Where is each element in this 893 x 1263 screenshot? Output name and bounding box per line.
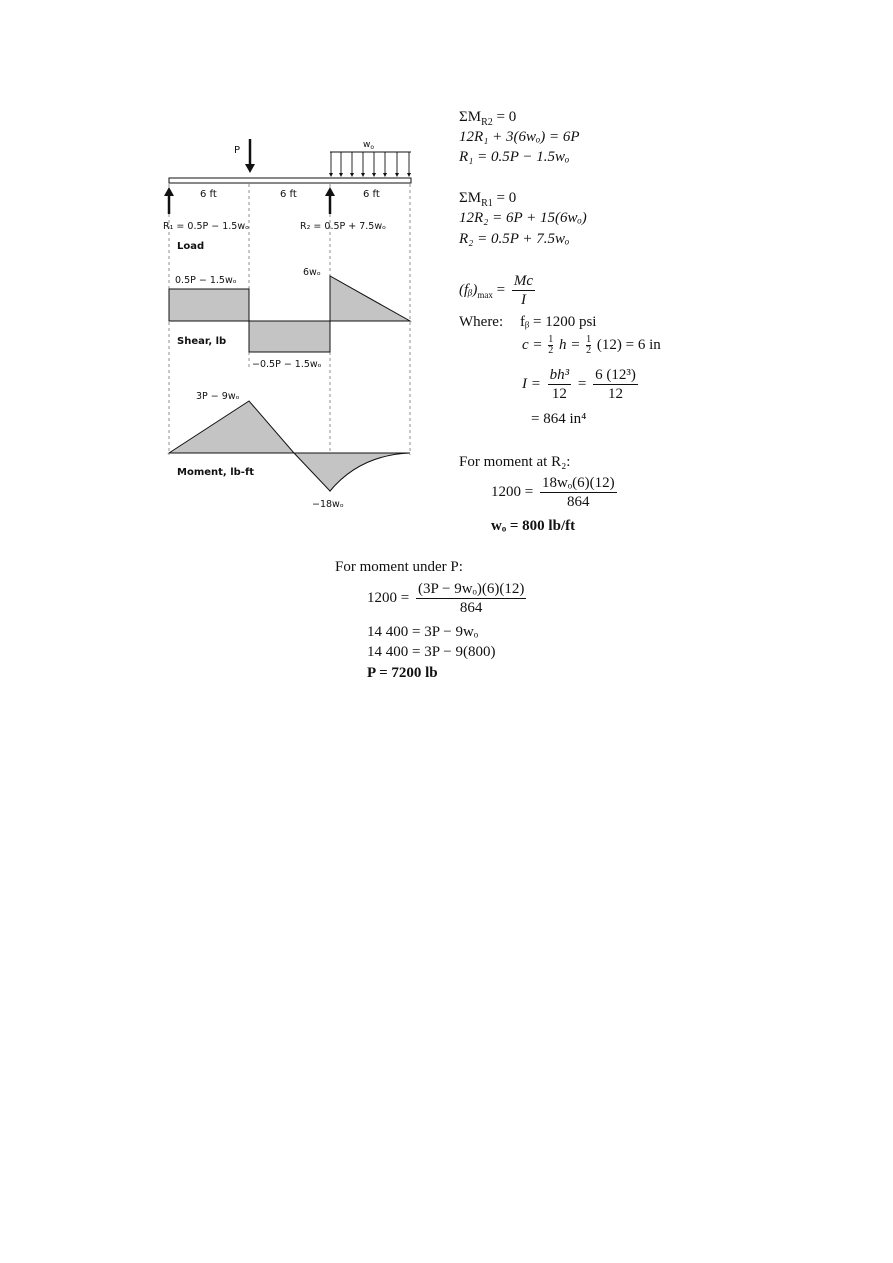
p-result: P = 7200 lb [367,665,438,681]
moment-under-p-equation: 1200 = $\frac{\text{(3P − 9wₒ)(6)(12)}}{864}$ [367,581,525,616]
shear-right-label: 6wₒ [303,267,321,278]
equation-r2-moment: 12R₂ = 6P + 15(6wₒ) [459,210,587,226]
moment-positive-region [169,401,294,453]
moment-negative-region [294,453,410,491]
reaction-2-label: R₂ = 0.5P + 7.5wₒ [300,221,387,232]
sum-moments-r2: $\Sigma M_{R2} = 0$ [459,109,517,128]
shear-positive-block [169,289,249,321]
moment-negative-label: −18wₒ [312,499,344,510]
reaction-arrow-1 [164,187,174,214]
reaction-arrow-2 [325,187,335,214]
distributed-load-label: $w_o$ [363,140,375,151]
equation-r1-result: R₁ = 0.5P − 1.5wₒ [459,149,570,165]
wo-result: wₒ = 800 lb/ft [491,518,576,534]
fb-value: fᵦ = 1200 psi [520,314,597,330]
where-label: Where: [459,314,504,330]
distributed-load-arrowheads [329,173,411,177]
moment-of-inertia-equation: I = $\frac{\text{bh³}}{12}$ = $\frac{\text{6 (12³)}}{12}$ [522,367,636,402]
beam [169,178,411,183]
moment-title: Moment, lb-ft [177,467,255,478]
point-load-arrow [245,139,255,173]
moment-under-p-step2: 14 400 = 3P − 9(800) [367,644,496,660]
span-label-1: 6 ft [200,189,217,200]
equation-r1-moment: 12R₁ + 3(6wₒ) = 6P [459,129,580,145]
shear-positive-label: 0.5P − 1.5wₒ [175,275,237,286]
sum-moments-r1: $\Sigma M_{R1} = 0$ [459,190,517,209]
moment-of-inertia-result: = 864 in⁴ [531,411,587,427]
point-load-label: P [234,145,241,156]
shear-negative-block [249,321,330,352]
moment-at-r2-equation: 1200 = $\frac{\text{18wₒ(6)(12)}}{864}$ [491,475,615,510]
moment-positive-label: 3P − 9wₒ [196,391,240,402]
load-title: Load [177,241,205,252]
distributed-load-arrows [330,152,411,175]
moment-at-r2-heading: For moment at R₂: [459,454,571,470]
shear-title: Shear, lb [177,336,227,347]
moment-under-p-step1: 14 400 = 3P − 9wₒ [367,624,479,640]
shear-negative-label: −0.5P − 1.5wₒ [252,359,322,370]
equation-r2-result: R₂ = 0.5P + 7.5wₒ [459,231,570,247]
span-label-3: 6 ft [363,189,380,200]
moment-under-p-heading: For moment under P: [335,559,463,575]
beam-diagram [155,130,425,520]
bending-stress-formula: $(fᵦ)_{max}$ = $\frac{Mc}{I}$ [459,273,534,308]
shear-right-triangle [330,276,410,321]
span-label-2: 6 ft [280,189,297,200]
c-equation: c = $\frac{1}{2}$ h = $\frac{1}{2}$ (12) = 6 in [522,334,661,357]
reaction-1-label: R₁ = 0.5P − 1.5wₒ [163,221,250,232]
